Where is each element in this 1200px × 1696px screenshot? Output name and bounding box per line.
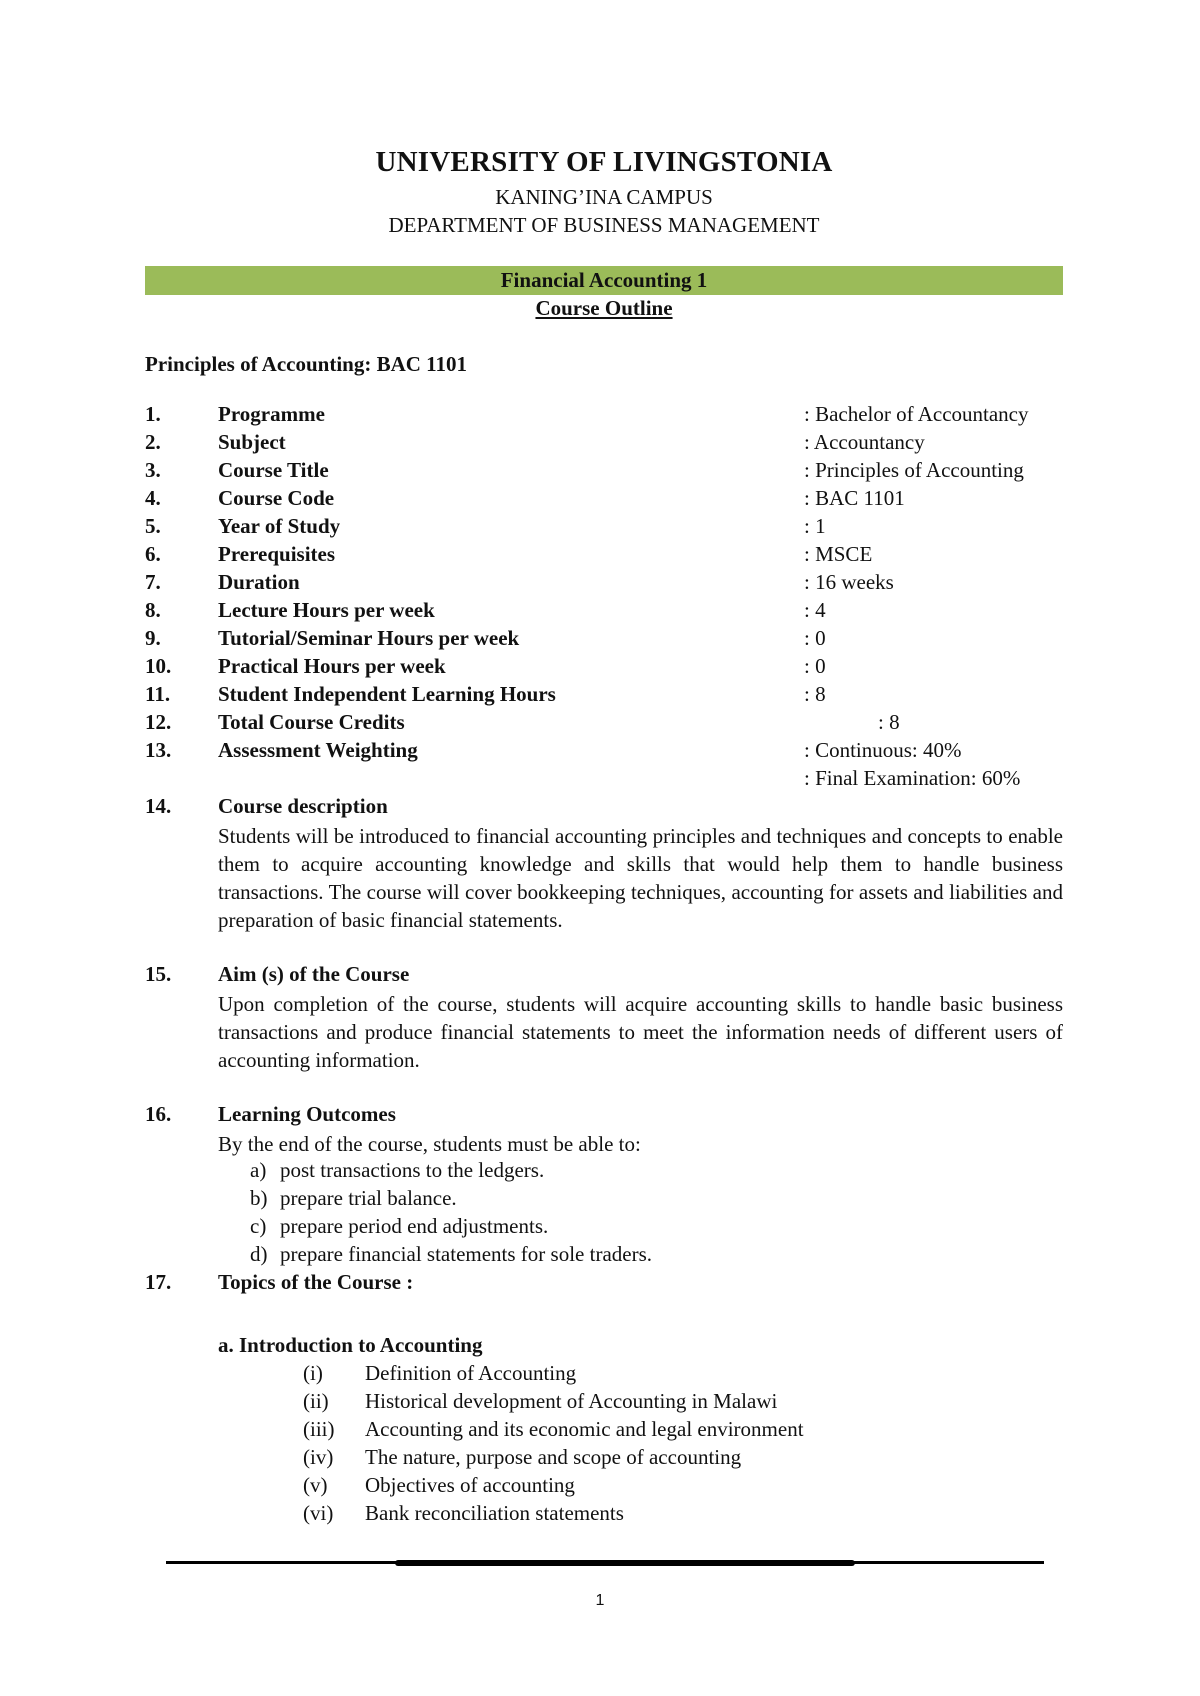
detail-label: Prerequisites [218, 542, 336, 566]
list-letter: d) [250, 1242, 268, 1266]
detail-label: Subject [218, 430, 286, 454]
section-number: 15. [145, 962, 172, 986]
detail-label: Course Title [218, 458, 329, 482]
course-outline-label: Course Outline [535, 296, 673, 320]
detail-number: 2. [145, 430, 161, 454]
detail-label: Assessment Weighting [218, 738, 418, 762]
subtopic-text: Definition of Accounting [365, 1361, 577, 1385]
detail-row [145, 598, 1063, 626]
detail-number: 13. [145, 738, 172, 762]
subtopic-numeral: (iv) [303, 1445, 334, 1469]
detail-label: Year of Study [218, 514, 341, 538]
section-title: Course description [218, 794, 388, 818]
subtopic-numeral: (ii) [303, 1389, 329, 1413]
section-number: 17. [145, 1270, 172, 1294]
detail-label: Total Course Credits [218, 710, 405, 734]
outcomes-intro: By the end of the course, students must be able to: [218, 1132, 641, 1156]
page-number: 1 [595, 1592, 605, 1609]
detail-number: 9. [145, 626, 161, 650]
section-heading-description [145, 794, 1063, 822]
detail-number: 8. [145, 598, 161, 622]
list-text: post transactions to the ledgers. [280, 1158, 545, 1182]
section-title: Aim (s) of the Course [218, 962, 410, 986]
campus-name: KANING’INA CAMPUS [495, 185, 713, 209]
detail-label: Lecture Hours per week [218, 598, 435, 622]
section-heading-aims [145, 962, 1063, 990]
list-letter: a) [250, 1158, 267, 1182]
subtopic-numeral: (v) [303, 1473, 328, 1497]
detail-value: : 0 [804, 626, 826, 650]
detail-value: : Final Examination: 60% [804, 766, 1021, 790]
detail-value: : Accountancy [804, 430, 925, 454]
detail-value: : MSCE [804, 542, 873, 566]
detail-number: 12. [145, 710, 172, 734]
detail-row [145, 542, 1063, 570]
course-name: Financial Accounting 1 [500, 268, 708, 292]
section-heading-topics [145, 1270, 1063, 1298]
subtopic-numeral: (i) [303, 1361, 323, 1385]
list-text: prepare trial balance. [280, 1186, 457, 1210]
university-name: UNIVERSITY OF LIVINGSTONIA [375, 146, 833, 178]
section-title: Topics of the Course : [218, 1270, 414, 1294]
detail-value: : Principles of Accounting [804, 458, 1024, 482]
course-title-band [145, 266, 1063, 295]
detail-label: Duration [218, 570, 300, 594]
principles-heading: Principles of Accounting: BAC 1101 [145, 352, 468, 376]
detail-row [145, 626, 1063, 654]
detail-row [145, 710, 1063, 738]
detail-row [145, 654, 1063, 682]
department-name: DEPARTMENT OF BUSINESS MANAGEMENT [388, 213, 820, 237]
detail-label: Practical Hours per week [218, 654, 446, 678]
detail-value: : Bachelor of Accountancy [804, 402, 1029, 426]
detail-label: Tutorial/Seminar Hours per week [218, 626, 520, 650]
list-text: prepare financial statements for sole traders. [280, 1242, 653, 1266]
course-aims-text: Upon completion of the course, students will acquire accounting skills to handle basic business transactions and produce financial statements to meet the information needs of different users of accounting information. [218, 992, 1063, 1072]
detail-number: 11. [145, 682, 171, 706]
detail-number: 5. [145, 514, 161, 538]
detail-number: 7. [145, 570, 161, 594]
detail-label: Student Independent Learning Hours [218, 682, 556, 706]
detail-row [145, 514, 1063, 542]
detail-number: 10. [145, 654, 172, 678]
detail-value: : BAC 1101 [804, 486, 905, 510]
subtopic-text: Accounting and its economic and legal environment [365, 1417, 804, 1441]
section-number: 14. [145, 794, 172, 818]
detail-row [145, 486, 1063, 514]
detail-value: : Continuous: 40% [804, 738, 962, 762]
detail-row [145, 682, 1063, 710]
detail-row [145, 430, 1063, 458]
list-text: prepare period end adjustments. [280, 1214, 549, 1238]
list-letter: c) [250, 1214, 267, 1238]
subtopic-numeral: (iii) [303, 1417, 335, 1441]
topic-heading: a. Introduction to Accounting [218, 1333, 483, 1357]
detail-value: : 16 weeks [804, 570, 894, 594]
list-letter: b) [250, 1186, 268, 1210]
detail-row-continued [145, 766, 1063, 794]
detail-label: Programme [218, 402, 325, 426]
detail-label: Course Code [218, 486, 335, 510]
section-heading-outcomes [145, 1102, 1063, 1130]
detail-number: 3. [145, 458, 161, 482]
detail-row [145, 458, 1063, 486]
detail-number: 4. [145, 486, 161, 510]
section-title: Learning Outcomes [218, 1102, 396, 1126]
subtopic-text: Historical development of Accounting in Malawi [365, 1389, 778, 1413]
detail-row [145, 570, 1063, 598]
detail-value: : 8 [804, 682, 826, 706]
detail-value: : 1 [804, 514, 826, 538]
section-number: 16. [145, 1102, 172, 1126]
course-description-text: Students will be introduced to financial accounting principles and techniques and concepts to enable them to acquire accounting knowledge and skills that would help them to handle business transactions. The course will cover bookkeeping techniques, accounting for assets and liabilities and preparation of basic financial statements. [218, 824, 1063, 932]
detail-row [145, 738, 1063, 766]
detail-value: : 8 [878, 710, 900, 734]
detail-row [145, 402, 1063, 430]
footer-rule-accent [395, 1560, 855, 1566]
detail-value: : 0 [804, 654, 826, 678]
detail-number: 1. [145, 402, 161, 426]
detail-value: : 4 [804, 598, 826, 622]
subtopic-numeral: (vi) [303, 1501, 334, 1525]
subtopic-text: Objectives of accounting [365, 1473, 575, 1497]
subtopic-text: The nature, purpose and scope of accounting [365, 1445, 742, 1469]
detail-number: 6. [145, 542, 161, 566]
subtopic-text: Bank reconciliation statements [365, 1501, 624, 1525]
